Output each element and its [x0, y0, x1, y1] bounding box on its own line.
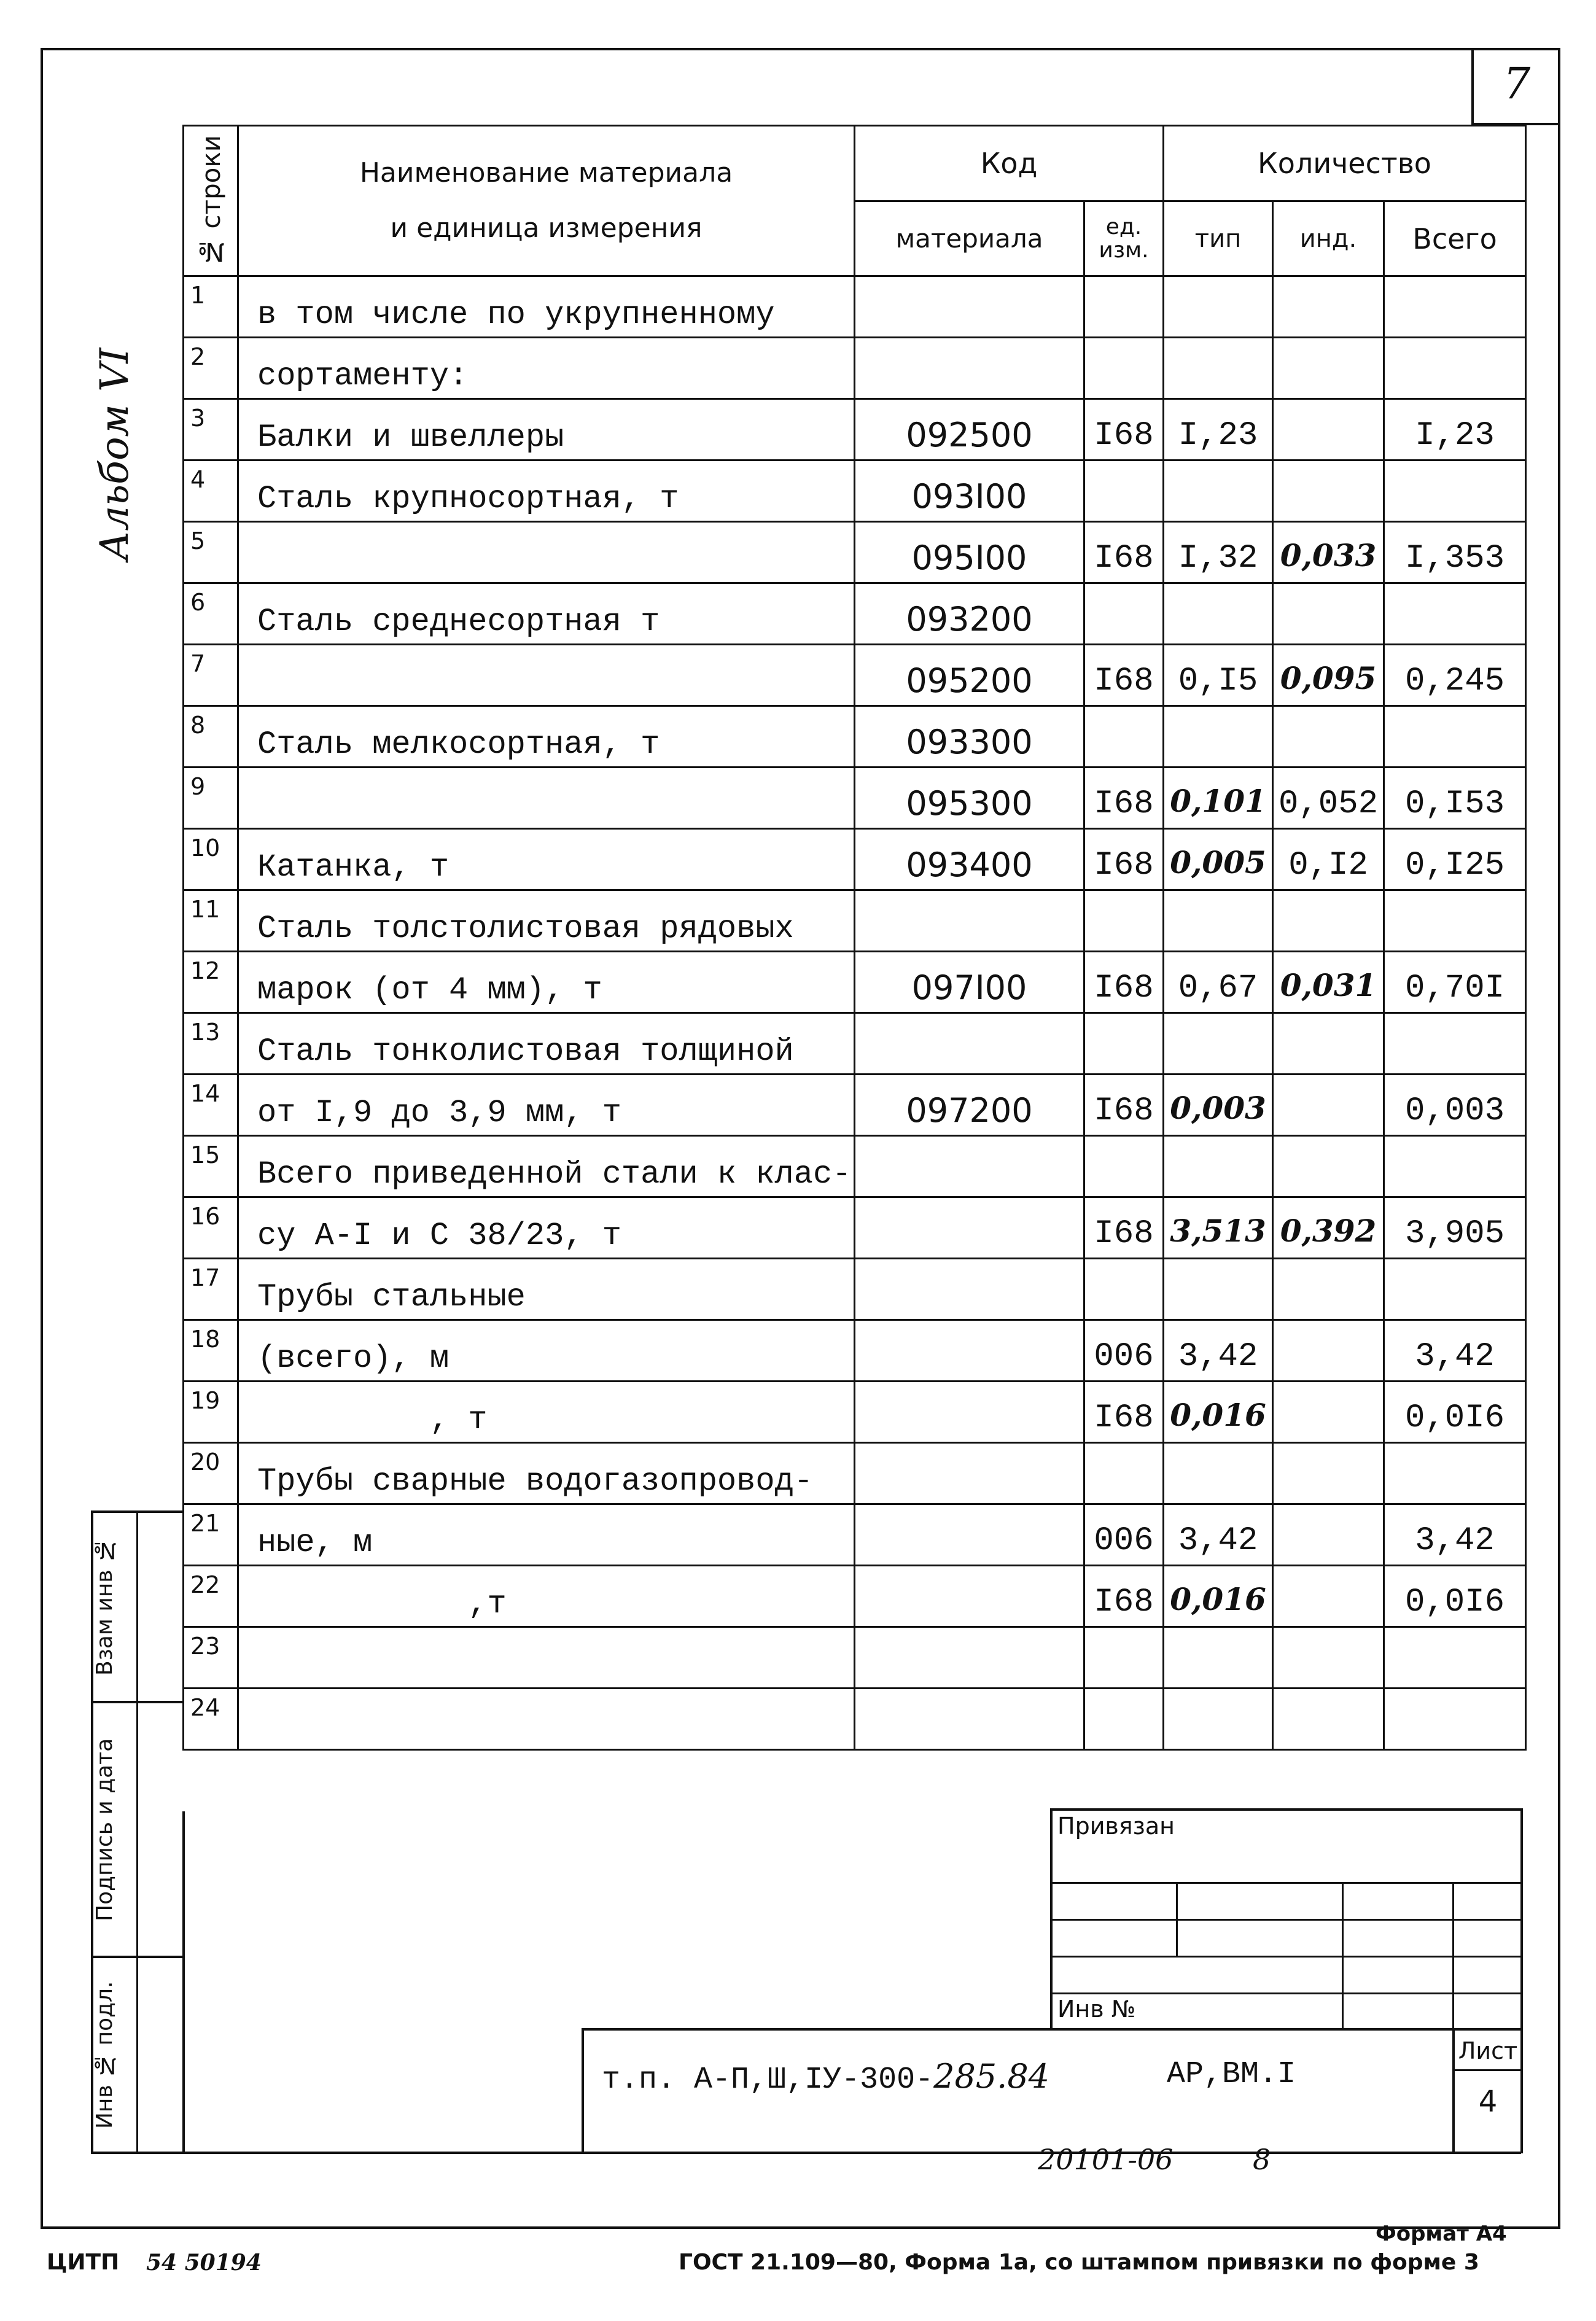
cell-unit: [1084, 1443, 1164, 1504]
table-row: [184, 1443, 1526, 1504]
table-row: [184, 1013, 1526, 1075]
cell-name: марок (от 4 мм), т: [238, 952, 855, 1013]
cell-n: 4: [184, 461, 238, 522]
inv-no-label: Инв №: [1057, 1996, 1136, 2023]
table-row: [184, 1504, 1526, 1566]
cell-n: 5: [184, 522, 238, 583]
cell-name: сортаменту:: [238, 338, 855, 399]
cell-unit: [1084, 583, 1164, 645]
cell-n: 3: [184, 399, 238, 461]
cell-total: 0,0I6: [1384, 1566, 1526, 1627]
table-row: [184, 1259, 1526, 1320]
frame-bottom: [41, 2226, 1560, 2229]
header-typ: тип: [1164, 201, 1273, 276]
cell-code: [855, 1443, 1084, 1504]
table-row: [184, 829, 1526, 890]
cell-n: 1: [184, 276, 238, 338]
cell-unit: [1084, 1136, 1164, 1197]
cell-typ: [1164, 1136, 1273, 1197]
frame-left: [41, 48, 43, 2228]
cell-name: Трубы сварные водогазопровод-: [238, 1443, 855, 1504]
cell-ind: [1273, 338, 1384, 399]
table-row: [184, 768, 1526, 829]
cell-typ: [1164, 890, 1273, 952]
cell-name: ные, м: [238, 1504, 855, 1566]
cell-total: [1384, 276, 1526, 338]
cell-n: 21: [184, 1504, 238, 1566]
cell-total: 3,42: [1384, 1320, 1526, 1382]
cell-code: 097I00: [855, 952, 1084, 1013]
cell-code: [855, 1504, 1084, 1566]
cell-ind: [1273, 1443, 1384, 1504]
cell-typ: 3,42: [1164, 1504, 1273, 1566]
cell-ind: [1273, 890, 1384, 952]
cell-n: 16: [184, 1197, 238, 1259]
cell-n: 22: [184, 1566, 238, 1627]
cell-n: 8: [184, 706, 238, 768]
cell-total: 0,I53: [1384, 768, 1526, 829]
cell-total: 0,0I6: [1384, 1382, 1526, 1443]
cell-unit: I68: [1084, 399, 1164, 461]
cell-ind: [1273, 1627, 1384, 1689]
cell-n: 12: [184, 952, 238, 1013]
cell-name: , т: [238, 1382, 855, 1443]
list-number: 4: [1478, 2085, 1498, 2119]
header-row-no: № строки: [184, 126, 238, 276]
cell-total: 3,905: [1384, 1197, 1526, 1259]
cell-name: [238, 645, 855, 706]
cell-n: 6: [184, 583, 238, 645]
cell-ind: [1273, 1320, 1384, 1382]
table-row: [184, 1136, 1526, 1197]
cell-ind: 0,033: [1273, 522, 1384, 583]
cell-typ: 3,42: [1164, 1320, 1273, 1382]
cell-ind: [1273, 1259, 1384, 1320]
cell-typ: 3,513: [1164, 1197, 1273, 1259]
cell-total: 0,003: [1384, 1075, 1526, 1136]
cell-ind: 0,I2: [1273, 829, 1384, 890]
cell-unit: I68: [1084, 1382, 1164, 1443]
cell-code: 095300: [855, 768, 1084, 829]
cell-ind: [1273, 1689, 1384, 1750]
table-row: [184, 1566, 1526, 1627]
cell-unit: [1084, 1689, 1164, 1750]
cell-code: [855, 1197, 1084, 1259]
cell-unit: [1084, 1627, 1164, 1689]
order-number: 54 50194: [146, 2250, 262, 2276]
cell-code: [855, 1566, 1084, 1627]
cell-typ: 0,016: [1164, 1566, 1273, 1627]
cell-code: [855, 890, 1084, 952]
cell-total: 0,70I: [1384, 952, 1526, 1013]
cell-ind: [1273, 1382, 1384, 1443]
cell-n: 14: [184, 1075, 238, 1136]
cell-total: 0,245: [1384, 645, 1526, 706]
cell-typ: I,23: [1164, 399, 1273, 461]
cell-code: [855, 276, 1084, 338]
header-unit: ед. изм.: [1084, 201, 1164, 276]
cell-typ: 0,003: [1164, 1075, 1273, 1136]
cell-name: су А-I и С 38/23, т: [238, 1197, 855, 1259]
cell-total: 3,42: [1384, 1504, 1526, 1566]
cell-code: [855, 1320, 1084, 1382]
header-quantity: Количество: [1164, 126, 1526, 201]
cell-ind: 0,392: [1273, 1197, 1384, 1259]
cell-ind: [1273, 1566, 1384, 1627]
frame-top: [41, 48, 1560, 50]
cell-unit: I68: [1084, 952, 1164, 1013]
header-name: Наименование материала и единица измерения: [238, 126, 855, 276]
cell-code: 092500: [855, 399, 1084, 461]
cell-name: в том числе по укрупненному: [238, 276, 855, 338]
table-row: [184, 1320, 1526, 1382]
table-row: [184, 706, 1526, 768]
cell-ind: [1273, 1075, 1384, 1136]
table-row: [184, 1075, 1526, 1136]
handwritten-letter: 8: [1253, 2143, 1271, 2176]
table-row: [184, 276, 1526, 338]
cell-name: Катанка, т: [238, 829, 855, 890]
cell-typ: [1164, 706, 1273, 768]
cell-total: [1384, 1443, 1526, 1504]
header-ind: инд.: [1273, 201, 1384, 276]
privyazan-label: Привязан: [1057, 1813, 1175, 1840]
cell-ind: 0,095: [1273, 645, 1384, 706]
cell-ind: [1273, 399, 1384, 461]
cell-n: 18: [184, 1320, 238, 1382]
handwritten-number: 20101-06: [1038, 2143, 1174, 2176]
cell-n: 13: [184, 1013, 238, 1075]
cell-unit: I68: [1084, 768, 1164, 829]
cell-total: [1384, 890, 1526, 952]
cell-total: [1384, 1259, 1526, 1320]
cell-typ: 0,005: [1164, 829, 1273, 890]
org-label: ЦИТП: [47, 2250, 120, 2275]
cell-n: 2: [184, 338, 238, 399]
doc-mark: АР,ВМ.I: [1167, 2057, 1296, 2092]
cell-code: 093I00: [855, 461, 1084, 522]
cell-code: [855, 1382, 1084, 1443]
doc-code: т.п. А-П,Ш,IУ-300-285.84: [602, 2057, 1050, 2097]
cell-ind: [1273, 276, 1384, 338]
cell-unit: 006: [1084, 1320, 1164, 1382]
format-label: Формат А4: [1376, 2222, 1507, 2246]
cell-total: [1384, 1689, 1526, 1750]
cell-unit: [1084, 1013, 1164, 1075]
cell-code: [855, 1627, 1084, 1689]
cell-name: ,т: [238, 1566, 855, 1627]
cell-unit: I68: [1084, 645, 1164, 706]
cell-n: 15: [184, 1136, 238, 1197]
album-label: Альбом VI: [92, 348, 138, 561]
cell-code: [855, 1689, 1084, 1750]
cell-ind: [1273, 583, 1384, 645]
cell-n: 23: [184, 1627, 238, 1689]
cell-n: 19: [184, 1382, 238, 1443]
cell-total: [1384, 461, 1526, 522]
cell-total: [1384, 1136, 1526, 1197]
cell-code: [855, 1136, 1084, 1197]
cell-name: Сталь толстолистовая рядовых: [238, 890, 855, 952]
cell-typ: [1164, 338, 1273, 399]
side-podpis: Подпись и дата: [92, 1738, 117, 1921]
cell-typ: [1164, 583, 1273, 645]
cell-code: [855, 338, 1084, 399]
cell-typ: [1164, 1259, 1273, 1320]
cell-code: 095I00: [855, 522, 1084, 583]
header-material: материала: [855, 201, 1084, 276]
cell-total: [1384, 338, 1526, 399]
cell-name: Трубы стальные: [238, 1259, 855, 1320]
cell-ind: 0,052: [1273, 768, 1384, 829]
cell-typ: 0,101: [1164, 768, 1273, 829]
table-row: [184, 1689, 1526, 1750]
cell-unit: I68: [1084, 1075, 1164, 1136]
cell-unit: [1084, 1259, 1164, 1320]
list-label: Лист: [1458, 2037, 1518, 2064]
cell-name: Сталь тонколистовая толщиной: [238, 1013, 855, 1075]
cell-n: 11: [184, 890, 238, 952]
cell-ind: [1273, 1136, 1384, 1197]
cell-code: 093300: [855, 706, 1084, 768]
cell-unit: I68: [1084, 1197, 1164, 1259]
cell-typ: [1164, 1013, 1273, 1075]
header-total: Всего: [1384, 201, 1526, 276]
table-row: [184, 1382, 1526, 1443]
cell-total: [1384, 583, 1526, 645]
cell-total: I,23: [1384, 399, 1526, 461]
cell-typ: 0,016: [1164, 1382, 1273, 1443]
cell-code: 093200: [855, 583, 1084, 645]
cell-n: 20: [184, 1443, 238, 1504]
table-row: [184, 645, 1526, 706]
table-row: [184, 1197, 1526, 1259]
cell-unit: I68: [1084, 829, 1164, 890]
cell-typ: 0,I5: [1164, 645, 1273, 706]
table-row: [184, 522, 1526, 583]
cell-ind: [1273, 1013, 1384, 1075]
cell-unit: 006: [1084, 1504, 1164, 1566]
cell-total: [1384, 1013, 1526, 1075]
cell-code: 097200: [855, 1075, 1084, 1136]
cell-unit: [1084, 276, 1164, 338]
cell-name: Сталь среднесортная т: [238, 583, 855, 645]
cell-n: 7: [184, 645, 238, 706]
header-code: Код: [855, 126, 1164, 201]
cell-name: [238, 768, 855, 829]
table-row: [184, 1627, 1526, 1689]
cell-unit: I68: [1084, 1566, 1164, 1627]
table-row: [184, 952, 1526, 1013]
cell-name: Сталь крупносортная, т: [238, 461, 855, 522]
cell-unit: [1084, 461, 1164, 522]
cell-ind: [1273, 461, 1384, 522]
cell-n: 9: [184, 768, 238, 829]
cell-code: 093400: [855, 829, 1084, 890]
cell-n: 10: [184, 829, 238, 890]
cell-name: [238, 522, 855, 583]
cell-ind: [1273, 1504, 1384, 1566]
cell-code: 095200: [855, 645, 1084, 706]
cell-typ: [1164, 461, 1273, 522]
cell-total: [1384, 706, 1526, 768]
cell-ind: 0,031: [1273, 952, 1384, 1013]
side-vzam: Взам инв №: [92, 1537, 117, 1676]
side-inv-podl: Инв № подл.: [92, 1981, 117, 2129]
table-row: [184, 338, 1526, 399]
cell-typ: 0,67: [1164, 952, 1273, 1013]
cell-typ: [1164, 1443, 1273, 1504]
cell-name: [238, 1627, 855, 1689]
cell-n: 24: [184, 1689, 238, 1750]
cell-n: 17: [184, 1259, 238, 1320]
cell-ind: [1273, 706, 1384, 768]
cell-total: 0,I25: [1384, 829, 1526, 890]
table-row: [184, 399, 1526, 461]
cell-name: от I,9 до 3,9 мм, т: [238, 1075, 855, 1136]
cell-unit: [1084, 706, 1164, 768]
table-row: [184, 890, 1526, 952]
cell-typ: [1164, 1689, 1273, 1750]
cell-name: Сталь мелкосортная, т: [238, 706, 855, 768]
cell-typ: [1164, 1627, 1273, 1689]
cell-name: Всего приведенной стали к клас-: [238, 1136, 855, 1197]
table-row: [184, 461, 1526, 522]
frame-right: [1558, 48, 1560, 2228]
cell-code: [855, 1259, 1084, 1320]
cell-unit: I68: [1084, 522, 1164, 583]
cell-code: [855, 1013, 1084, 1075]
gost-label: ГОСТ 21.109—80, Форма 1а, со штампом привязки по форме 3: [679, 2250, 1479, 2275]
cell-name: Балки и швеллеры: [238, 399, 855, 461]
cell-name: [238, 1689, 855, 1750]
cell-unit: [1084, 890, 1164, 952]
page-number: 7: [1503, 58, 1531, 109]
cell-name: (всего), м: [238, 1320, 855, 1382]
cell-total: [1384, 1627, 1526, 1689]
cell-total: I,353: [1384, 522, 1526, 583]
cell-unit: [1084, 338, 1164, 399]
table-row: [184, 583, 1526, 645]
cell-typ: [1164, 276, 1273, 338]
cell-typ: I,32: [1164, 522, 1273, 583]
materials-table: [182, 125, 1527, 1751]
